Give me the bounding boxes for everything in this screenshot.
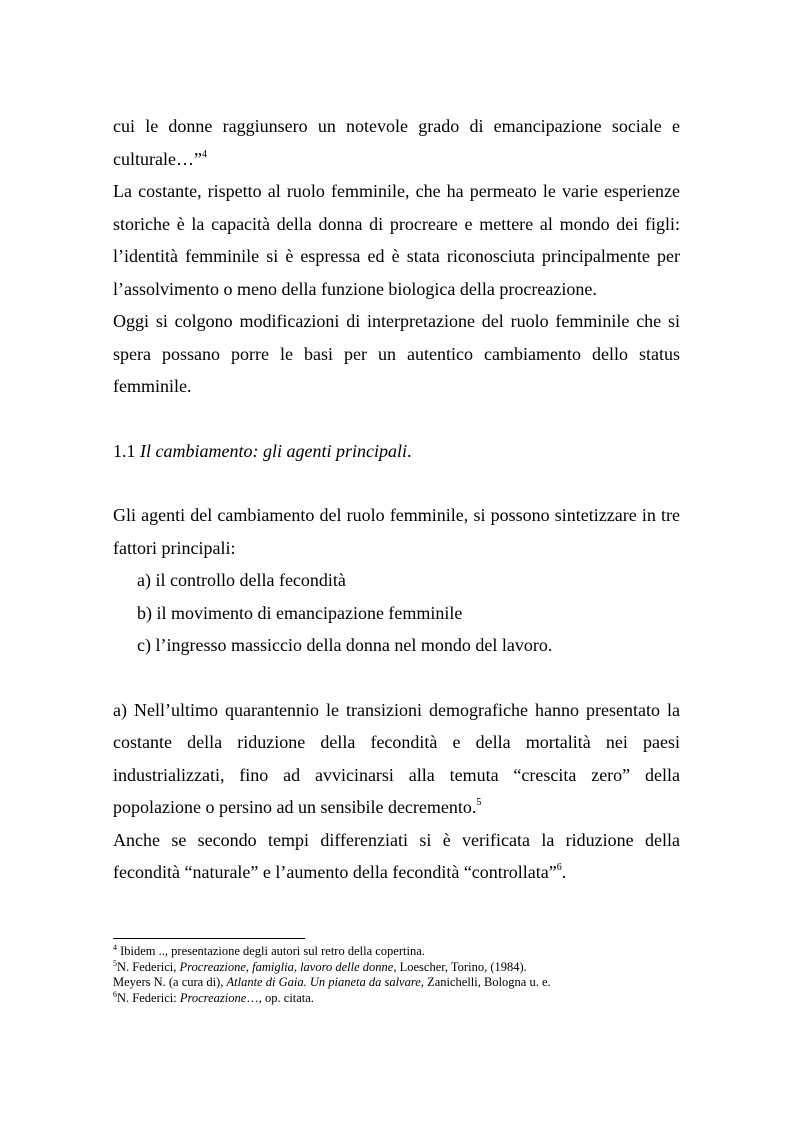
footnote-text: …, op. citata. xyxy=(246,990,314,1005)
paragraph-fertility xyxy=(113,824,680,889)
footnote-author: N. Federici: xyxy=(117,990,180,1005)
footnote-ref-6[interactable]: 6 xyxy=(556,862,562,873)
footnote-title: Procreazione, famiglia, lavoro delle donne, xyxy=(179,959,397,974)
list-item: b) il movimento di emancipazione femminile xyxy=(137,602,463,623)
footnote-text: Ibidem .., presentazione degli autori sul retro della copertina. xyxy=(117,944,425,958)
footnote-mark: 4 xyxy=(113,943,117,952)
section-title: Il cambiamento: gli agenti principali xyxy=(140,440,407,461)
footnote-ref-5[interactable]: 5 xyxy=(476,797,482,808)
footnote-divider xyxy=(113,938,305,939)
footnote-mark: 6 xyxy=(113,989,117,999)
paragraph-agents: Gli agenti del cambiamento del ruolo femminile, si possono sintetizzare in tre fattori principali: xyxy=(113,505,680,558)
footnote-5b xyxy=(113,975,680,991)
footnote-text: , Zanichelli, Bologna u. e. xyxy=(420,975,551,989)
paragraph-demographics xyxy=(113,694,680,824)
paragraph-procreation: La costante, rispetto al ruolo femminile, che ha permeato le varie esperienze storiche è la capacità della donna di procreare e mettere al mondo dei figli: l’identità femminile si è espressa ed è stata riconosciuta principalmente per l’assolvimento o meno della funzione biologica della procreazione. xyxy=(113,181,680,299)
section-number: 1.1 xyxy=(113,440,136,461)
paragraph-modifications: Oggi si colgono modificazioni di interpretazione del ruolo femminile che si spera possano porre le basi per un autentico cambiamento dello status femminile. xyxy=(113,311,680,396)
footnote-title: Atlante di Gaia. Un pianeta da salvare xyxy=(226,975,421,989)
footnote-ref-4[interactable]: 4 xyxy=(201,148,207,160)
body-text xyxy=(113,110,680,889)
paragraph-text: Anche se secondo tempi differenziati si è verificata la riduzione della fecondità “naturale” e l’aumento della fecondità “controllata” xyxy=(113,829,680,882)
footnote-6 xyxy=(113,991,680,1007)
list-item: a) il controllo della fecondità xyxy=(137,570,346,590)
factor-list xyxy=(113,564,680,662)
footnote-4 xyxy=(113,944,680,960)
footnote-title: Procreazione xyxy=(179,990,247,1005)
footnote-author: N. Federici, xyxy=(117,959,180,974)
footnote-author: Meyers N. (a cura di), xyxy=(113,975,227,989)
paragraph-continuation xyxy=(113,110,680,175)
footnote-text: Loescher, Torino, (1984). xyxy=(396,959,527,974)
section-heading xyxy=(113,435,680,468)
list-item: c) l’ingresso massiccio della donna nel mondo del lavoro. xyxy=(137,635,553,655)
heading-period: . xyxy=(406,440,412,461)
footnote-5 xyxy=(113,960,680,976)
paragraph-end: . xyxy=(561,862,567,882)
footnotes xyxy=(113,944,680,1006)
paragraph-text: cui le donne raggiunsero un notevole grado di emancipazione sociale e culturale…” xyxy=(113,116,680,169)
footnote-mark: 5 xyxy=(113,958,117,968)
paragraph-text: a) Nell’ultimo quarantennio le transizioni demografiche hanno presentato la costante della riduzione della fecondità e della mortalità nei paesi industrializzati, fino ad avvicinarsi alla temuta “crescita zero” della popolazione o persino ad un sensibile decremento. xyxy=(113,699,680,817)
